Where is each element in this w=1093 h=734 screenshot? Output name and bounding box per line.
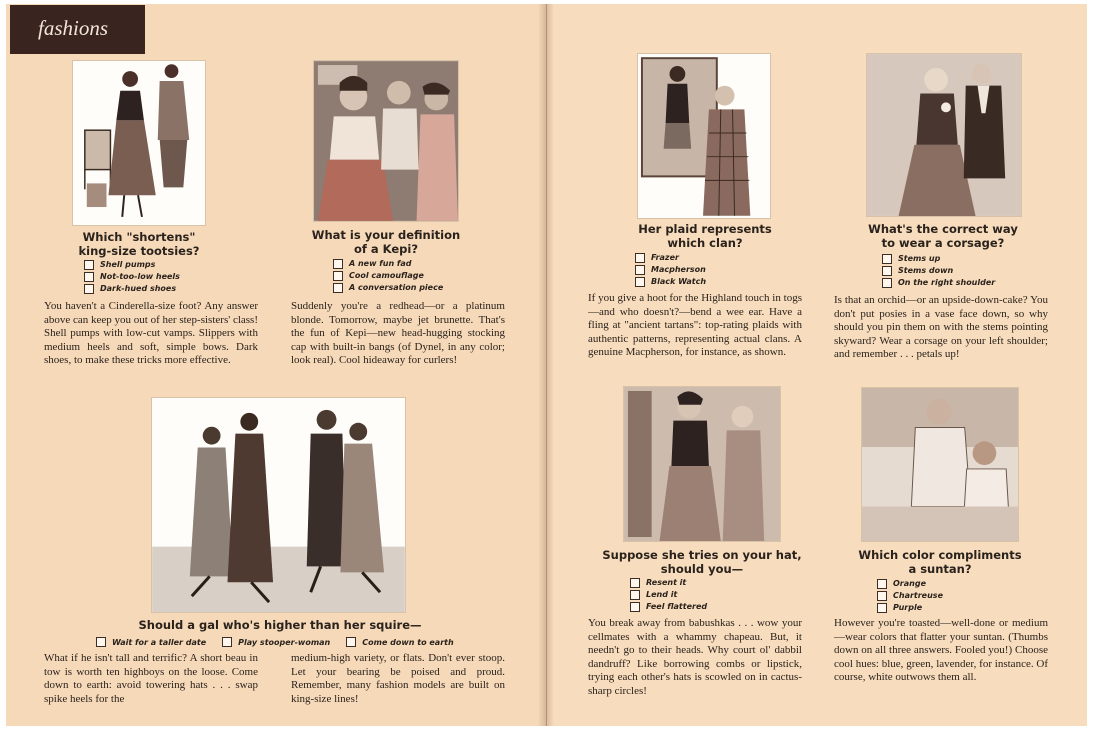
option-new-fun-fad[interactable]: A new fun fad <box>333 258 443 270</box>
option-shell-pumps[interactable]: Shell pumps <box>84 259 180 271</box>
illustration-suntan <box>861 387 1019 542</box>
option-stems-down[interactable]: Stems down <box>882 265 995 277</box>
answer-plaid: If you give a hoot for the Highland touch in togs—and who doesn't?—bend a wee ear. Have a fling at "ancient tartans": top-rating plaids with authentic patterns, representing actual clans. A genuine Macpherson, for instance, as shown. <box>588 292 802 359</box>
checkbox[interactable] <box>84 284 94 294</box>
options-height <box>96 637 454 647</box>
section-title: fashions <box>38 16 109 40</box>
question-hat: Suppose she tries on your hat, should you— <box>602 548 802 576</box>
options-hat <box>630 577 707 613</box>
option-stems-up[interactable]: Stems up <box>882 253 995 265</box>
options-plaid <box>635 252 706 288</box>
option-macpherson[interactable]: Macpherson <box>635 264 706 276</box>
checkbox[interactable] <box>882 266 892 276</box>
checkbox[interactable] <box>333 271 343 281</box>
illustration-corsage <box>866 53 1022 217</box>
question-line: Which "shortens" <box>82 230 196 244</box>
illustration-couple-shoes <box>72 60 206 226</box>
answer-shoes: You haven't a Cinderella-size foot? Any answer above can keep you out of her step-sisters' class! Shell pumps with low-cut vamps. Slippers with medium heels and soft, simple bows. Dark shoes, to make these tricks more effective. <box>44 300 258 367</box>
options-kepi <box>333 258 443 294</box>
answer-corsage: Is that an orchid—or an upside-down-cake? You don't put posies in a vase face down, so why should you pin them on with the stems pointing skyward? Wear a corsage on your left shoulder; and remember . . . petals up! <box>834 294 1048 361</box>
page-fold <box>538 4 554 726</box>
checkbox[interactable] <box>84 260 94 270</box>
illustration-hat <box>623 386 781 542</box>
checkbox[interactable] <box>635 265 645 275</box>
answer-kepi: Suddenly you're a redhead—or a platinum blonde. Tomorrow, maybe jet brunette. That's the fun of Kepi—new head-hugging stocking cap with built-in bangs (of Dynel, in any color; look real). Cool hideaway for curlers! <box>291 300 505 367</box>
options-shoes <box>84 259 180 295</box>
checkbox[interactable] <box>882 254 892 264</box>
option-right-shoulder[interactable]: On the right shoulder <box>882 277 995 289</box>
illustration-plaid <box>637 53 771 219</box>
question-kepi: What is your definition of a Kepi? <box>311 228 461 256</box>
checkbox[interactable] <box>222 637 232 647</box>
option-lend-it[interactable]: Lend it <box>630 589 707 601</box>
checkbox[interactable] <box>96 637 106 647</box>
checkbox[interactable] <box>630 602 640 612</box>
option-dark-hued-shoes[interactable]: Dark-hued shoes <box>84 283 180 295</box>
question-line: king-size tootsies? <box>78 244 200 258</box>
question-plaid: Her plaid represents which clan? <box>638 222 772 250</box>
option-feel-flattered[interactable]: Feel flattered <box>630 601 707 613</box>
option-chartreuse[interactable]: Chartreuse <box>877 590 943 602</box>
option-come-down-to-earth[interactable]: Come down to earth <box>346 637 453 647</box>
checkbox[interactable] <box>877 579 887 589</box>
checkbox[interactable] <box>333 259 343 269</box>
answer-height-left: What if he isn't tall and terrific? A short beau in tow is worth ten highboys on the loose. Come down to earth: avoid towering hats . . . swap spike heels for the <box>44 652 258 705</box>
checkbox[interactable] <box>635 253 645 263</box>
options-suntan <box>877 578 943 614</box>
option-conversation-piece[interactable]: A conversation piece <box>333 282 443 294</box>
option-orange[interactable]: Orange <box>877 578 943 590</box>
option-purple[interactable]: Purple <box>877 602 943 614</box>
checkbox[interactable] <box>877 591 887 601</box>
checkbox[interactable] <box>333 283 343 293</box>
checkbox[interactable] <box>630 578 640 588</box>
option-cool-camouflage[interactable]: Cool camouflage <box>333 270 443 282</box>
checkbox[interactable] <box>635 277 645 287</box>
section-header <box>10 5 145 54</box>
checkbox[interactable] <box>630 590 640 600</box>
question-corsage: What's the correct way to wear a corsage? <box>868 222 1018 250</box>
checkbox[interactable] <box>877 603 887 613</box>
answer-hat: You break away from babushkas . . . wow your cellmates with a whammy chapeau. But, it needn't go to their heads. Why court ol' dabbil dandruff? Like borrowing combs or lipstick, trying each other's hats is scowled on in cactus-sharp circles! <box>588 617 802 697</box>
option-black-watch[interactable]: Black Watch <box>635 276 706 288</box>
question-height: Should a gal who's higher than her squire— <box>138 618 422 632</box>
checkbox[interactable] <box>882 278 892 288</box>
question-shoes <box>72 230 206 258</box>
checkbox[interactable] <box>346 637 356 647</box>
answer-suntan: However you're toasted—well-done or medium—wear colors that flatter your suntan. (Thumbs down on all three answers. Fooled you!) Choose cool hues: blue, green, lavender, for instance. Of course, white outwows them all. <box>834 617 1048 684</box>
option-wait-for-taller-date[interactable]: Wait for a taller date <box>96 637 206 647</box>
illustration-walking-couples <box>151 397 406 613</box>
option-frazer[interactable]: Frazer <box>635 252 706 264</box>
checkbox[interactable] <box>84 272 94 282</box>
option-resent-it[interactable]: Resent it <box>630 577 707 589</box>
answer-height-right: medium-high variety, or flats. Don't ever stoop. Let your bearing be poised and proud. Remember, many fashion models are built on king-size lines! <box>291 652 505 705</box>
illustration-kepi <box>313 60 459 222</box>
option-play-stooper-woman[interactable]: Play stooper-woman <box>222 637 330 647</box>
question-suntan: Which color compliments a suntan? <box>858 548 1022 576</box>
option-not-too-low-heels[interactable]: Not-too-low heels <box>84 271 180 283</box>
options-corsage <box>882 253 995 289</box>
